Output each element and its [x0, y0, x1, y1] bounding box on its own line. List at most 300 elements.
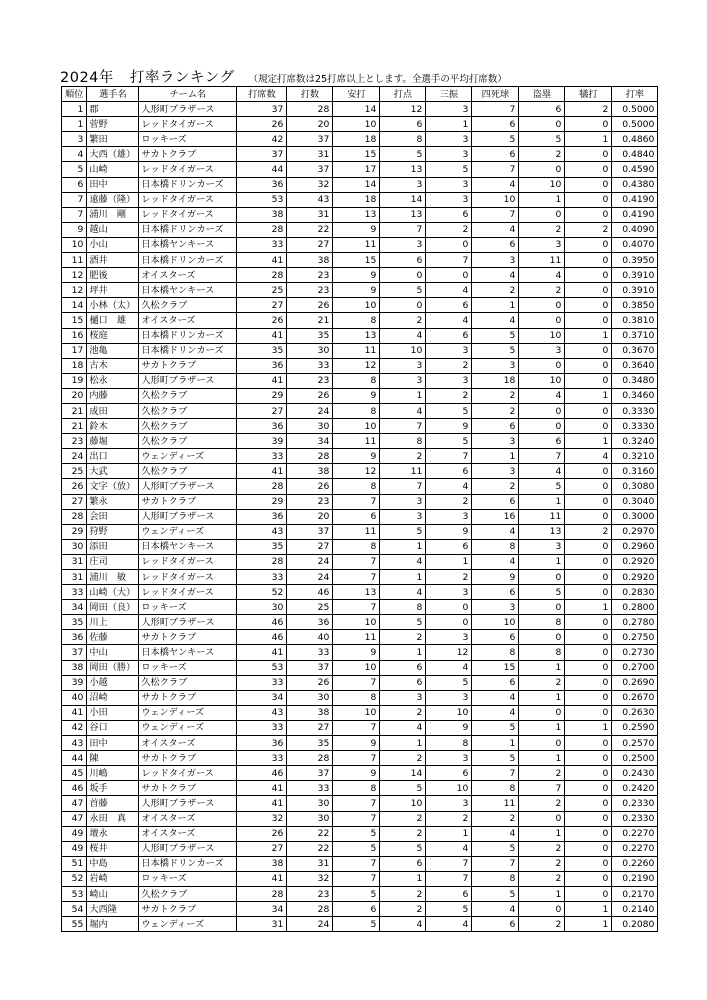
- rbi-cell: 6: [380, 856, 426, 871]
- rank-cell: 24: [62, 449, 87, 464]
- strikeouts-cell: 12: [426, 645, 472, 660]
- hits-cell: 7: [333, 796, 380, 811]
- table-row: [62, 388, 658, 403]
- at-bats-cell: 20: [287, 509, 333, 524]
- sacrifice-cell: 0: [565, 358, 612, 373]
- rank-cell: 51: [62, 856, 87, 871]
- walks-cell: 8: [472, 539, 519, 554]
- sacrifice-cell: 0: [565, 841, 612, 856]
- rank-cell: 27: [62, 494, 87, 509]
- team-name-cell: ロッキーズ: [139, 600, 237, 615]
- rbi-cell: 10: [380, 796, 426, 811]
- header-steals: 盗塁: [519, 87, 565, 102]
- steals-cell: 0: [519, 419, 565, 434]
- rbi-cell: 8: [380, 132, 426, 147]
- team-name-cell: 久松クラブ: [139, 434, 237, 449]
- rank-cell: 35: [62, 615, 87, 630]
- rank-cell: 16: [62, 328, 87, 343]
- average-cell: 0.2750: [612, 630, 658, 645]
- average-cell: 0.2080: [612, 917, 658, 932]
- plate-appearances-cell: 41: [237, 871, 287, 886]
- hits-cell: 10: [333, 615, 380, 630]
- sacrifice-cell: 0: [565, 660, 612, 675]
- steals-cell: 5: [519, 585, 565, 600]
- rbi-cell: 4: [380, 585, 426, 600]
- header-strikeouts: 三振: [426, 87, 472, 102]
- team-name-cell: ウェンディーズ: [139, 705, 237, 720]
- hits-cell: 5: [333, 886, 380, 901]
- plate-appearances-cell: 26: [237, 313, 287, 328]
- at-bats-cell: 43: [287, 192, 333, 207]
- rbi-cell: 13: [380, 162, 426, 177]
- walks-cell: 9: [472, 570, 519, 585]
- table-row: [62, 192, 658, 207]
- header-plate-appearances: 打席数: [237, 87, 287, 102]
- strikeouts-cell: 2: [426, 222, 472, 237]
- sacrifice-cell: 0: [565, 147, 612, 162]
- strikeouts-cell: 1: [426, 554, 472, 569]
- average-cell: 0.4590: [612, 162, 658, 177]
- player-name-cell: 大武: [87, 464, 139, 479]
- plate-appearances-cell: 36: [237, 177, 287, 192]
- player-name-cell: 中山: [87, 645, 139, 660]
- at-bats-cell: 37: [287, 162, 333, 177]
- steals-cell: 2: [519, 283, 565, 298]
- rbi-cell: 5: [380, 524, 426, 539]
- plate-appearances-cell: 36: [237, 736, 287, 751]
- sacrifice-cell: 0: [565, 343, 612, 358]
- rank-cell: 41: [62, 705, 87, 720]
- at-bats-cell: 23: [287, 373, 333, 388]
- strikeouts-cell: 4: [426, 841, 472, 856]
- table-row: [62, 917, 658, 932]
- table-row: [62, 570, 658, 585]
- header-player: 選手名: [87, 87, 139, 102]
- plate-appearances-cell: 25: [237, 283, 287, 298]
- team-name-cell: 人形町ブラザース: [139, 102, 237, 117]
- plate-appearances-cell: 41: [237, 781, 287, 796]
- at-bats-cell: 36: [287, 615, 333, 630]
- plate-appearances-cell: 41: [237, 253, 287, 268]
- rbi-cell: 3: [380, 358, 426, 373]
- team-name-cell: 久松クラブ: [139, 464, 237, 479]
- rank-cell: 34: [62, 600, 87, 615]
- average-cell: 0.2330: [612, 796, 658, 811]
- at-bats-cell: 28: [287, 102, 333, 117]
- walks-cell: 7: [472, 162, 519, 177]
- strikeouts-cell: 7: [426, 253, 472, 268]
- rank-cell: 30: [62, 539, 87, 554]
- steals-cell: 1: [519, 494, 565, 509]
- average-cell: 0.2170: [612, 886, 658, 901]
- steals-cell: 0: [519, 162, 565, 177]
- strikeouts-cell: 0: [426, 268, 472, 283]
- steals-cell: 1: [519, 826, 565, 841]
- average-cell: 0.3460: [612, 388, 658, 403]
- plate-appearances-cell: 42: [237, 132, 287, 147]
- strikeouts-cell: 0: [426, 600, 472, 615]
- strikeouts-cell: 6: [426, 298, 472, 313]
- hits-cell: 5: [333, 917, 380, 932]
- strikeouts-cell: 0: [426, 237, 472, 252]
- team-name-cell: ウェンディーズ: [139, 720, 237, 735]
- sacrifice-cell: 0: [565, 253, 612, 268]
- average-cell: 0.3000: [612, 509, 658, 524]
- player-name-cell: 川上: [87, 615, 139, 630]
- strikeouts-cell: 10: [426, 781, 472, 796]
- table-row: [62, 237, 658, 252]
- average-cell: 0.2500: [612, 751, 658, 766]
- hits-cell: 14: [333, 177, 380, 192]
- plate-appearances-cell: 28: [237, 554, 287, 569]
- hits-cell: 7: [333, 856, 380, 871]
- table-row: [62, 751, 658, 766]
- team-name-cell: 久松クラブ: [139, 419, 237, 434]
- at-bats-cell: 46: [287, 585, 333, 600]
- team-name-cell: サカトクラブ: [139, 494, 237, 509]
- plate-appearances-cell: 33: [237, 237, 287, 252]
- at-bats-cell: 37: [287, 524, 333, 539]
- strikeouts-cell: 9: [426, 524, 472, 539]
- walks-cell: 2: [472, 811, 519, 826]
- average-cell: 0.2730: [612, 645, 658, 660]
- hits-cell: 9: [333, 222, 380, 237]
- at-bats-cell: 26: [287, 388, 333, 403]
- plate-appearances-cell: 41: [237, 373, 287, 388]
- table-row: [62, 253, 658, 268]
- at-bats-cell: 30: [287, 811, 333, 826]
- sacrifice-cell: 0: [565, 268, 612, 283]
- strikeouts-cell: 3: [426, 509, 472, 524]
- strikeouts-cell: 3: [426, 630, 472, 645]
- at-bats-cell: 22: [287, 841, 333, 856]
- steals-cell: 2: [519, 222, 565, 237]
- rank-cell: 4: [62, 147, 87, 162]
- walks-cell: 7: [472, 207, 519, 222]
- player-name-cell: 狩野: [87, 524, 139, 539]
- sacrifice-cell: 0: [565, 570, 612, 585]
- average-cell: 0.5000: [612, 102, 658, 117]
- sacrifice-cell: 2: [565, 524, 612, 539]
- walks-cell: 6: [472, 494, 519, 509]
- strikeouts-cell: 3: [426, 751, 472, 766]
- team-name-cell: ロッキーズ: [139, 132, 237, 147]
- at-bats-cell: 31: [287, 856, 333, 871]
- team-name-cell: サカトクラブ: [139, 902, 237, 917]
- team-name-cell: 日本橋ドリンカーズ: [139, 856, 237, 871]
- player-name-cell: 会田: [87, 509, 139, 524]
- strikeouts-cell: 7: [426, 449, 472, 464]
- player-name-cell: 酒井: [87, 253, 139, 268]
- plate-appearances-cell: 41: [237, 328, 287, 343]
- sacrifice-cell: 0: [565, 705, 612, 720]
- steals-cell: 0: [519, 117, 565, 132]
- at-bats-cell: 22: [287, 826, 333, 841]
- hits-cell: 9: [333, 736, 380, 751]
- rank-cell: 36: [62, 630, 87, 645]
- sacrifice-cell: 0: [565, 539, 612, 554]
- team-name-cell: レッドタイガース: [139, 570, 237, 585]
- ranking-table: [61, 86, 658, 932]
- header-hits: 安打: [333, 87, 380, 102]
- strikeouts-cell: 3: [426, 585, 472, 600]
- team-name-cell: オイスターズ: [139, 826, 237, 841]
- rbi-cell: 2: [380, 826, 426, 841]
- table-row: [62, 147, 658, 162]
- hits-cell: 9: [333, 645, 380, 660]
- table-row: [62, 675, 658, 690]
- at-bats-cell: 35: [287, 736, 333, 751]
- player-name-cell: 浦川 剛: [87, 207, 139, 222]
- plate-appearances-cell: 52: [237, 585, 287, 600]
- hits-cell: 10: [333, 117, 380, 132]
- rbi-cell: 1: [380, 570, 426, 585]
- steals-cell: 2: [519, 675, 565, 690]
- team-name-cell: 人形町ブラザース: [139, 615, 237, 630]
- plate-appearances-cell: 26: [237, 117, 287, 132]
- rank-cell: 14: [62, 298, 87, 313]
- team-name-cell: ウェンディーズ: [139, 917, 237, 932]
- steals-cell: 1: [519, 886, 565, 901]
- hits-cell: 11: [333, 434, 380, 449]
- steals-cell: 4: [519, 268, 565, 283]
- walks-cell: 8: [472, 645, 519, 660]
- average-cell: 0.4840: [612, 147, 658, 162]
- rbi-cell: 12: [380, 102, 426, 117]
- player-name-cell: 中島: [87, 856, 139, 871]
- plate-appearances-cell: 38: [237, 856, 287, 871]
- walks-cell: 7: [472, 856, 519, 871]
- hits-cell: 8: [333, 479, 380, 494]
- hits-cell: 8: [333, 539, 380, 554]
- at-bats-cell: 31: [287, 147, 333, 162]
- team-name-cell: 日本橋ヤンキース: [139, 283, 237, 298]
- team-name-cell: サカトクラブ: [139, 751, 237, 766]
- table-row: [62, 630, 658, 645]
- at-bats-cell: 33: [287, 358, 333, 373]
- rank-cell: 9: [62, 222, 87, 237]
- walks-cell: 6: [472, 117, 519, 132]
- rbi-cell: 1: [380, 736, 426, 751]
- hits-cell: 8: [333, 373, 380, 388]
- table-row: [62, 358, 658, 373]
- at-bats-cell: 23: [287, 283, 333, 298]
- strikeouts-cell: 6: [426, 886, 472, 901]
- steals-cell: 2: [519, 871, 565, 886]
- walks-cell: 5: [472, 720, 519, 735]
- walks-cell: 3: [472, 464, 519, 479]
- walks-cell: 4: [472, 524, 519, 539]
- average-cell: 0.4190: [612, 207, 658, 222]
- rbi-cell: 3: [380, 690, 426, 705]
- table-row: [62, 464, 658, 479]
- walks-cell: 2: [472, 283, 519, 298]
- steals-cell: 7: [519, 781, 565, 796]
- player-name-cell: 鈴木: [87, 419, 139, 434]
- player-name-cell: 出口: [87, 449, 139, 464]
- table-row: [62, 660, 658, 675]
- walks-cell: 4: [472, 902, 519, 917]
- player-name-cell: 庄司: [87, 554, 139, 569]
- average-cell: 0.3950: [612, 253, 658, 268]
- rbi-cell: 5: [380, 841, 426, 856]
- rank-cell: 7: [62, 207, 87, 222]
- walks-cell: 4: [472, 690, 519, 705]
- sacrifice-cell: 0: [565, 494, 612, 509]
- sacrifice-cell: 0: [565, 615, 612, 630]
- player-name-cell: 遠藤（隆）: [87, 192, 139, 207]
- hits-cell: 18: [333, 132, 380, 147]
- plate-appearances-cell: 31: [237, 917, 287, 932]
- rank-cell: 33: [62, 585, 87, 600]
- sacrifice-cell: 0: [565, 373, 612, 388]
- hits-cell: 5: [333, 841, 380, 856]
- at-bats-cell: 30: [287, 343, 333, 358]
- player-name-cell: 内藤: [87, 388, 139, 403]
- strikeouts-cell: 5: [426, 162, 472, 177]
- rbi-cell: 7: [380, 419, 426, 434]
- table-row: [62, 781, 658, 796]
- player-name-cell: 繁永: [87, 494, 139, 509]
- strikeouts-cell: 3: [426, 796, 472, 811]
- average-cell: 0.3910: [612, 268, 658, 283]
- average-cell: 0.2270: [612, 841, 658, 856]
- rank-cell: 7: [62, 192, 87, 207]
- at-bats-cell: 22: [287, 222, 333, 237]
- team-name-cell: サカトクラブ: [139, 147, 237, 162]
- strikeouts-cell: 2: [426, 388, 472, 403]
- steals-cell: 6: [519, 102, 565, 117]
- at-bats-cell: 25: [287, 600, 333, 615]
- average-cell: 0.2430: [612, 766, 658, 781]
- table-row: [62, 419, 658, 434]
- at-bats-cell: 24: [287, 554, 333, 569]
- at-bats-cell: 38: [287, 253, 333, 268]
- rank-cell: 37: [62, 645, 87, 660]
- rbi-cell: 2: [380, 886, 426, 901]
- rank-cell: 21: [62, 419, 87, 434]
- walks-cell: 8: [472, 781, 519, 796]
- hits-cell: 8: [333, 403, 380, 418]
- team-name-cell: サカトクラブ: [139, 358, 237, 373]
- player-name-cell: 池亀: [87, 343, 139, 358]
- table-row: [62, 222, 658, 237]
- strikeouts-cell: 10: [426, 705, 472, 720]
- sacrifice-cell: 1: [565, 132, 612, 147]
- average-cell: 0.4190: [612, 192, 658, 207]
- sacrifice-cell: 0: [565, 585, 612, 600]
- average-cell: 0.3330: [612, 403, 658, 418]
- rank-cell: 46: [62, 781, 87, 796]
- at-bats-cell: 28: [287, 751, 333, 766]
- strikeouts-cell: 4: [426, 479, 472, 494]
- rbi-cell: 7: [380, 479, 426, 494]
- player-name-cell: 小田: [87, 705, 139, 720]
- strikeouts-cell: 6: [426, 207, 472, 222]
- plate-appearances-cell: 53: [237, 660, 287, 675]
- steals-cell: 1: [519, 192, 565, 207]
- hits-cell: 8: [333, 690, 380, 705]
- hits-cell: 12: [333, 464, 380, 479]
- plate-appearances-cell: 33: [237, 675, 287, 690]
- walks-cell: 11: [472, 796, 519, 811]
- at-bats-cell: 40: [287, 630, 333, 645]
- table-row: [62, 720, 658, 735]
- at-bats-cell: 24: [287, 917, 333, 932]
- player-name-cell: 田中: [87, 177, 139, 192]
- at-bats-cell: 37: [287, 132, 333, 147]
- player-name-cell: 陳: [87, 751, 139, 766]
- team-name-cell: 日本橋ドリンカーズ: [139, 222, 237, 237]
- page-title: [60, 70, 234, 86]
- average-cell: 0.3810: [612, 313, 658, 328]
- steals-cell: 10: [519, 328, 565, 343]
- walks-cell: 5: [472, 132, 519, 147]
- player-name-cell: 成田: [87, 403, 139, 418]
- team-name-cell: 日本橋ドリンカーズ: [139, 177, 237, 192]
- title-row: [60, 66, 660, 84]
- plate-appearances-cell: 27: [237, 841, 287, 856]
- rank-cell: 31: [62, 554, 87, 569]
- at-bats-cell: 27: [287, 237, 333, 252]
- hits-cell: 7: [333, 751, 380, 766]
- walks-cell: 6: [472, 675, 519, 690]
- hits-cell: 9: [333, 268, 380, 283]
- hits-cell: 11: [333, 524, 380, 539]
- table-row: [62, 132, 658, 147]
- team-name-cell: 日本橋ドリンカーズ: [139, 253, 237, 268]
- at-bats-cell: 32: [287, 871, 333, 886]
- hits-cell: 10: [333, 298, 380, 313]
- average-cell: 0.4070: [612, 237, 658, 252]
- steals-cell: 13: [519, 524, 565, 539]
- rbi-cell: 6: [380, 675, 426, 690]
- at-bats-cell: 23: [287, 886, 333, 901]
- strikeouts-cell: 9: [426, 720, 472, 735]
- plate-appearances-cell: 33: [237, 570, 287, 585]
- steals-cell: 5: [519, 479, 565, 494]
- strikeouts-cell: 5: [426, 902, 472, 917]
- strikeouts-cell: 6: [426, 328, 472, 343]
- hits-cell: 13: [333, 328, 380, 343]
- strikeouts-cell: 6: [426, 464, 472, 479]
- table-row: [62, 705, 658, 720]
- team-name-cell: オイスターズ: [139, 268, 237, 283]
- sacrifice-cell: 0: [565, 856, 612, 871]
- table-row: [62, 494, 658, 509]
- walks-cell: 1: [472, 449, 519, 464]
- table-row: [62, 102, 658, 117]
- team-name-cell: ロッキーズ: [139, 871, 237, 886]
- table-row: [62, 449, 658, 464]
- player-name-cell: 山崎: [87, 162, 139, 177]
- table-body: [62, 102, 658, 932]
- team-name-cell: サカトクラブ: [139, 630, 237, 645]
- plate-appearances-cell: 28: [237, 222, 287, 237]
- walks-cell: 6: [472, 585, 519, 600]
- steals-cell: 1: [519, 751, 565, 766]
- average-cell: 0.2690: [612, 675, 658, 690]
- at-bats-cell: 27: [287, 720, 333, 735]
- at-bats-cell: 35: [287, 328, 333, 343]
- rbi-cell: 6: [380, 253, 426, 268]
- hits-cell: 9: [333, 766, 380, 781]
- average-cell: 0.2670: [612, 690, 658, 705]
- steals-cell: 2: [519, 147, 565, 162]
- steals-cell: 0: [519, 705, 565, 720]
- strikeouts-cell: 4: [426, 660, 472, 675]
- at-bats-cell: 24: [287, 403, 333, 418]
